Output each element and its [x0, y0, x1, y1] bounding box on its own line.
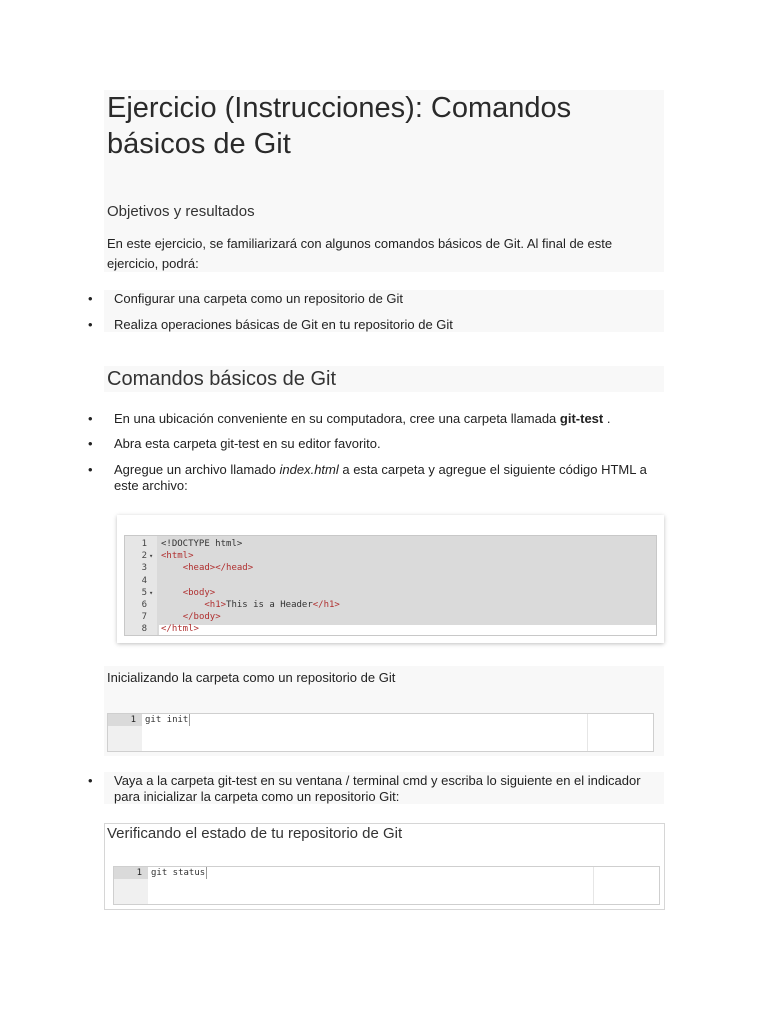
code-tag: <head></head> — [182, 563, 254, 574]
step-1-text: En una ubicación conveniente en su computadora, cree una carpeta llamada — [114, 411, 560, 426]
page-title: Ejercicio (Instrucciones): Comandos básicos de Git — [107, 92, 572, 160]
code-content: This is a Header — [226, 600, 313, 610]
print-margin — [593, 867, 594, 904]
code-text — [161, 599, 340, 611]
step-1-end: . — [603, 411, 611, 426]
status-line-number: 1 — [114, 867, 148, 879]
bullet-dot: • — [88, 411, 93, 426]
file-name: index.html — [279, 462, 339, 477]
bullet-dot: • — [88, 773, 93, 788]
code-line — [125, 599, 656, 611]
line-number: 7 — [141, 612, 147, 623]
objectives-heading: Objetivos y resultados — [107, 203, 255, 220]
folder-name: git-test — [559, 411, 604, 426]
code-editor-html[interactable] — [124, 535, 657, 636]
line-number: 8 — [141, 624, 147, 635]
objectives-intro: En este ejercicio, se familiarizará con algunos comandos básicos de Git. Al final de este ejercicio, podrá: — [107, 236, 613, 271]
code-line — [125, 623, 656, 635]
line-number: 5 — [141, 587, 147, 598]
objective-item-1: Configurar una carpeta como un repositorio de Git — [114, 291, 404, 306]
init-heading: Inicializando la carpeta como un repositorio de Git — [107, 670, 396, 685]
init-line-number: 1 — [108, 714, 142, 726]
code-text — [161, 550, 194, 562]
objective-item-2: Realiza operaciones básicas de Git en tu repositorio de Git — [114, 317, 453, 332]
code-content: <!DOCTYPE html> — [161, 539, 243, 549]
fold-arrow-icon[interactable]: ▾ — [149, 588, 154, 597]
code-text — [161, 623, 199, 635]
code-text — [161, 538, 242, 550]
bullet-dot: • — [88, 462, 93, 477]
line-number: 6 — [141, 600, 147, 610]
code-editor-init[interactable] — [107, 713, 654, 752]
status-heading: Verificando el estado de tu repositorio de Git — [107, 825, 403, 842]
bullet-dot: • — [88, 291, 93, 306]
code-line — [125, 550, 656, 562]
step-4: Vaya a la carpeta git-test en su ventana / terminal cmd y escriba lo siguiente en el indicador para inicializar la carpeta como un repositorio Git: — [114, 773, 641, 804]
code-text — [161, 611, 221, 623]
code-line — [125, 587, 656, 599]
code-line — [125, 575, 656, 587]
code-text — [161, 562, 253, 574]
fold-arrow-icon[interactable]: ▾ — [149, 552, 154, 561]
line-number: 2 — [141, 551, 147, 562]
code-tag: <h1> — [204, 600, 227, 610]
basics-heading: Comandos básicos de Git — [107, 368, 337, 390]
status-gutter — [114, 879, 148, 904]
bullet-dot: • — [88, 436, 93, 451]
code-tag: <body> — [182, 587, 216, 598]
code-line — [125, 611, 656, 623]
code-tag: </html> — [161, 624, 199, 635]
line-number: 4 — [141, 575, 147, 586]
code-tag: </body> — [182, 612, 221, 623]
line-number: 1 — [141, 539, 147, 549]
code-editor-status[interactable] — [113, 866, 660, 905]
bullet-dot: • — [88, 317, 93, 332]
code-text — [161, 587, 215, 599]
init-gutter — [108, 726, 142, 751]
step-1 — [114, 411, 659, 427]
print-margin — [587, 714, 588, 751]
code-tag: </h1> — [312, 600, 340, 610]
code-line — [125, 538, 656, 550]
code-tag: <html> — [161, 551, 194, 562]
step-3 — [114, 462, 659, 494]
step-3-text: Agregue un archivo llamado — [114, 462, 280, 477]
line-number: 3 — [141, 563, 147, 574]
code-line — [125, 562, 656, 574]
status-command: git status — [151, 868, 206, 878]
step-2: Abra esta carpeta git-test en su editor favorito. — [114, 436, 381, 451]
step-3-end: a esta carpeta y agregue el siguiente código HTML a este archivo: — [114, 462, 647, 493]
init-command: git init — [145, 715, 189, 725]
